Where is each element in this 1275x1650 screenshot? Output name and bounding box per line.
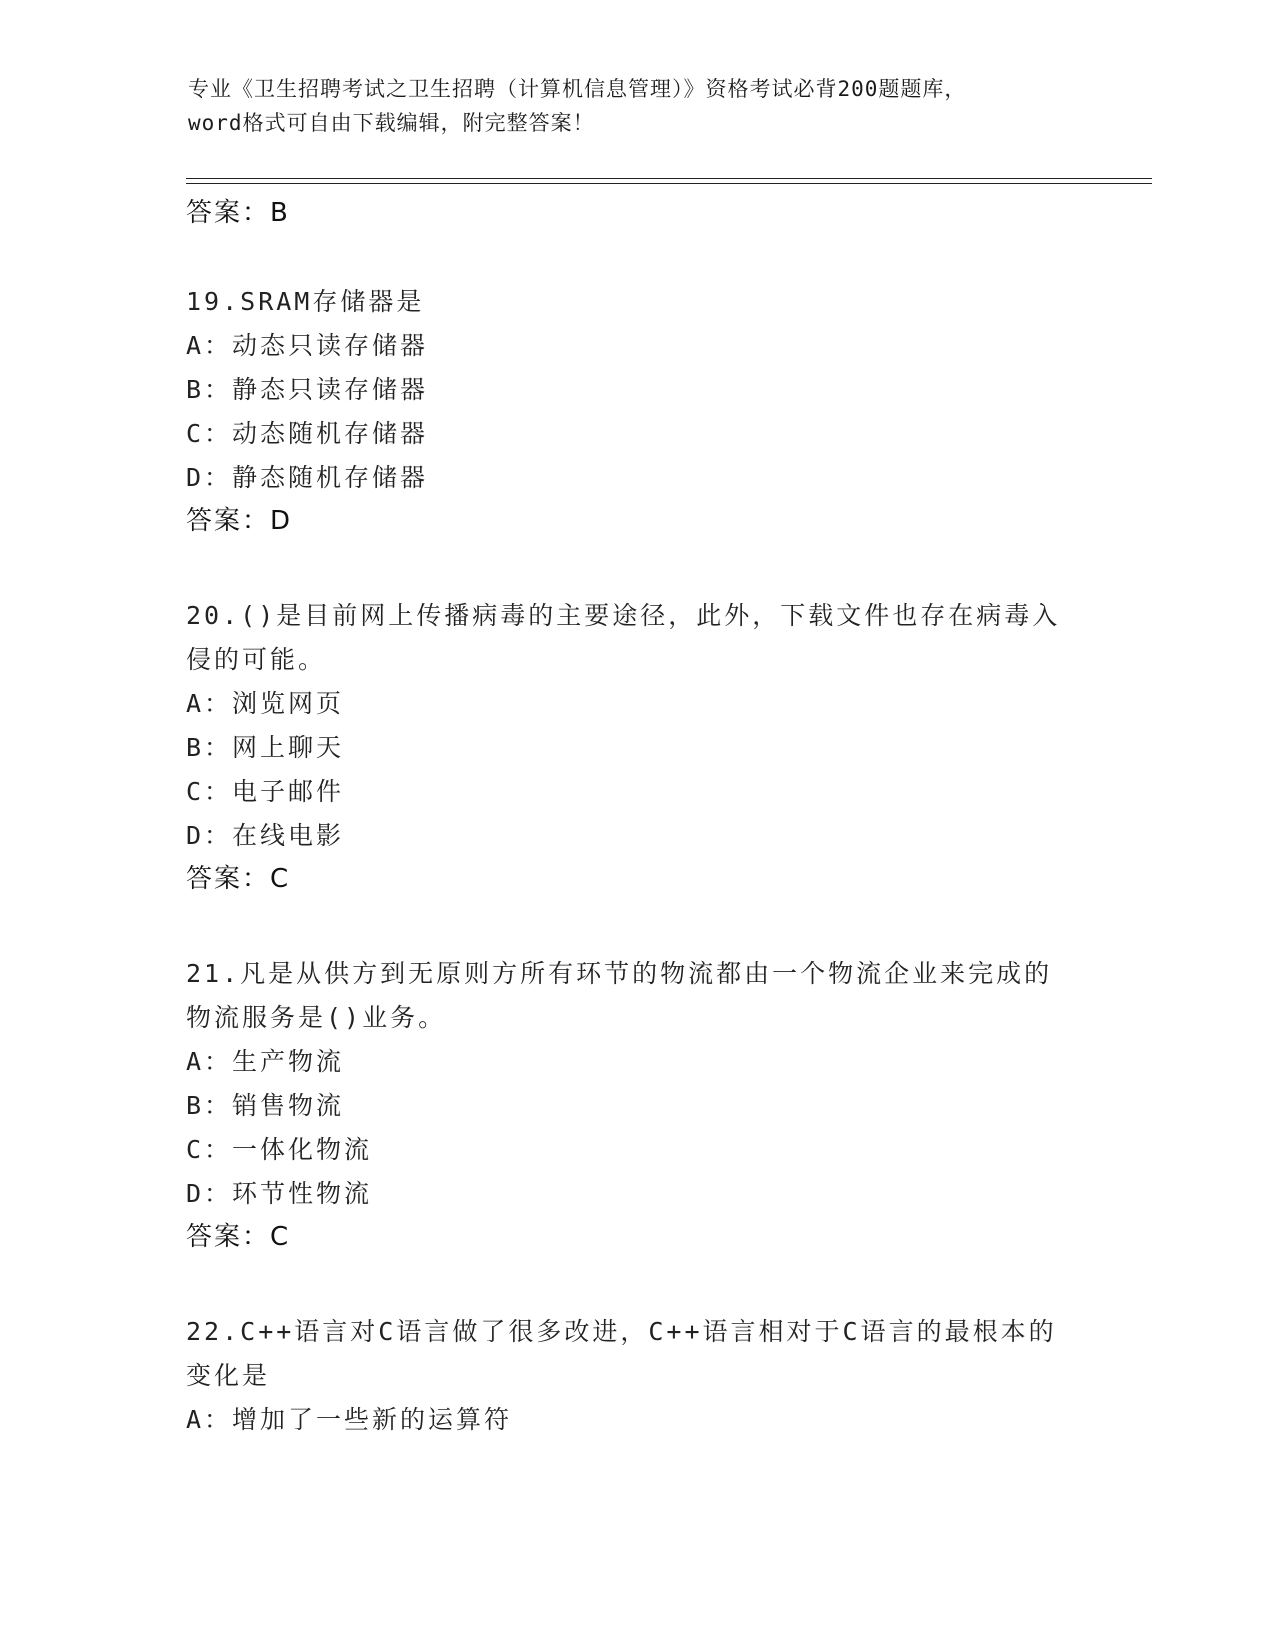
- question-20-option-d: D：在线电影: [186, 821, 345, 850]
- header-line-1: 专业《卫生招聘考试之卫生招聘（计算机信息管理）》资格考试必背200题题库，: [188, 77, 967, 101]
- question-20-option-a: A：浏览网页: [186, 689, 345, 718]
- question-21-stem-line-1: 21.凡是从供方到无原则方所有环节的物流都由一个物流企业来完成的: [186, 959, 1053, 988]
- question-20-option-c: C：电子邮件: [186, 777, 345, 806]
- question-21-stem-line-2: 物流服务是()业务。: [186, 1003, 447, 1032]
- question-21-option-c: C：一体化物流: [186, 1135, 373, 1164]
- question-20-answer: 答案：C: [186, 864, 291, 894]
- header-divider-bottom: [186, 183, 1152, 184]
- question-19-stem: 19.SRAM存储器是: [186, 287, 425, 316]
- question-21-answer: 答案：C: [186, 1222, 291, 1252]
- document-header: [188, 72, 1088, 140]
- header-line-2: word格式可自由下载编辑，附完整答案！: [188, 111, 595, 135]
- question-19-option-c: C：动态随机存储器: [186, 419, 429, 448]
- question-20-option-b: B：网上聊天: [186, 733, 345, 762]
- question-22-stem-line-1: 22.C++语言对C语言做了很多改进，C++语言相对于C语言的最根本的: [186, 1317, 1057, 1346]
- header-divider-top: [186, 178, 1152, 179]
- previous-answer: 答案：B: [186, 198, 290, 228]
- question-19-answer: 答案：D: [186, 506, 293, 536]
- question-21-option-a: A：生产物流: [186, 1047, 345, 1076]
- question-21-option-d: D：环节性物流: [186, 1179, 373, 1208]
- question-22-option-a: A：增加了一些新的运算符: [186, 1405, 513, 1434]
- question-19-option-d: D：静态随机存储器: [186, 463, 429, 492]
- question-19-option-b: B：静态只读存储器: [186, 375, 429, 404]
- question-19-option-a: A：动态只读存储器: [186, 331, 429, 360]
- question-20-stem-line-1: 20.()是目前网上传播病毒的主要途径，此外，下载文件也存在病毒入: [186, 601, 1061, 630]
- question-21-option-b: B：销售物流: [186, 1091, 345, 1120]
- question-22-stem-line-2: 变化是: [186, 1361, 271, 1390]
- question-20-stem-line-2: 侵的可能。: [186, 645, 327, 674]
